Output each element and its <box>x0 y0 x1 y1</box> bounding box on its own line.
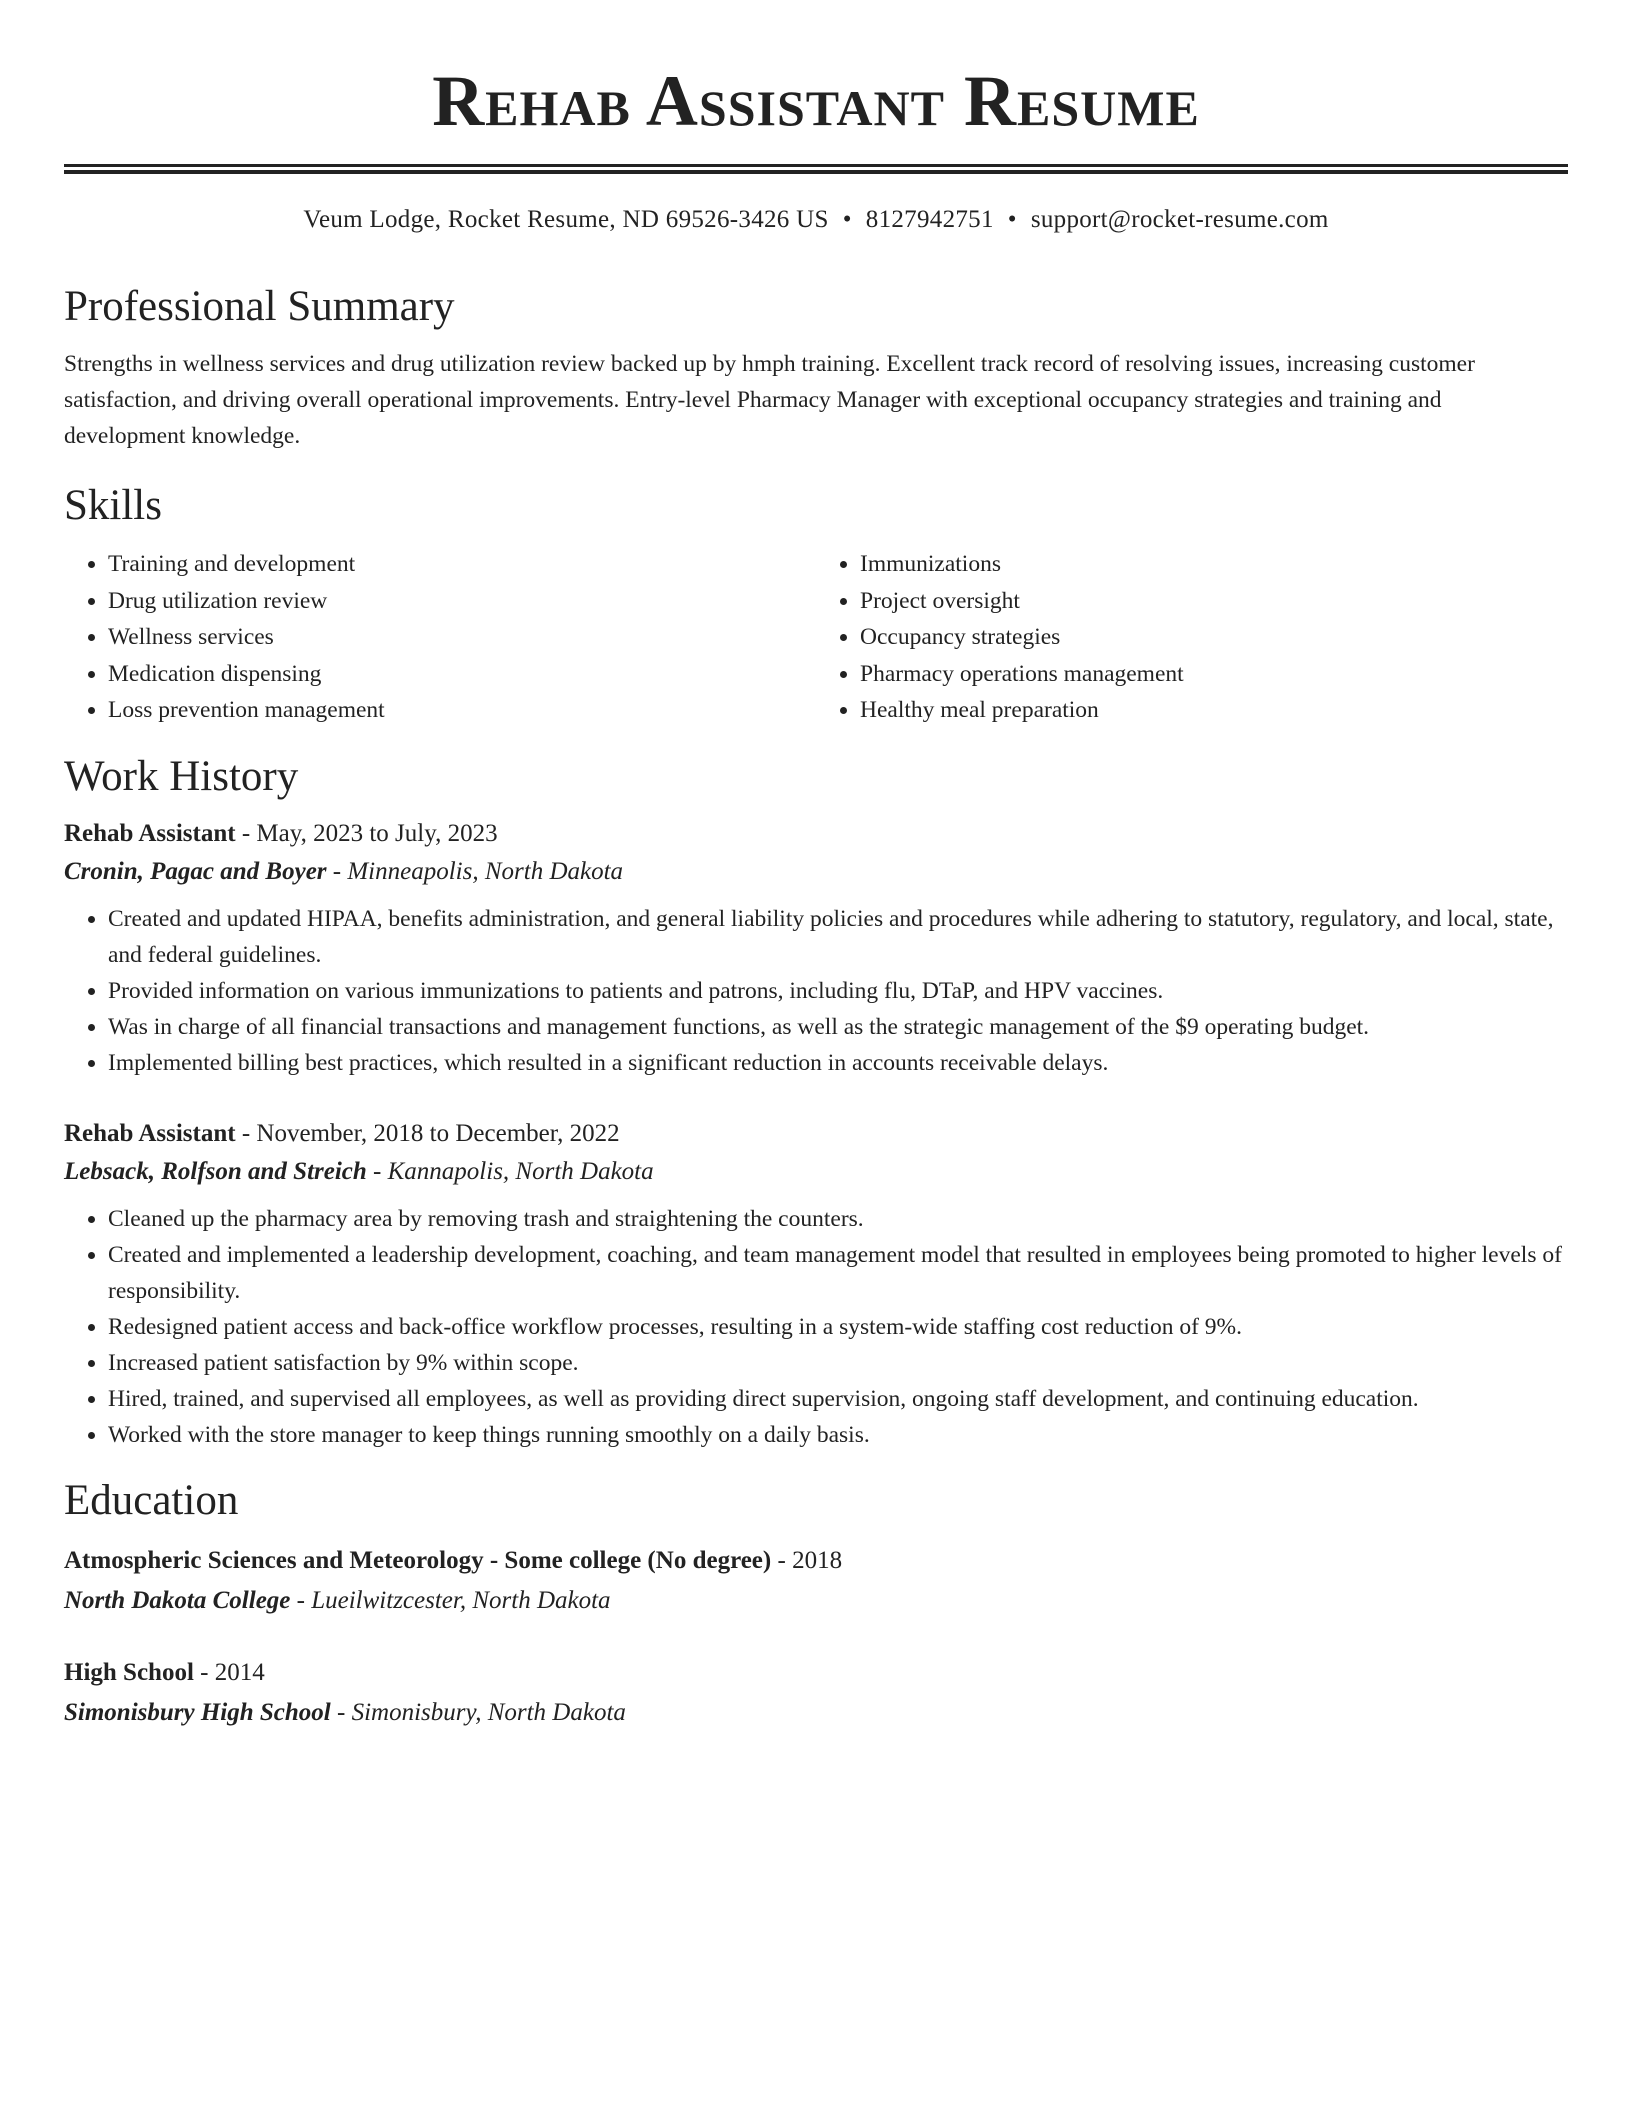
skill-item: • Wellness services <box>108 619 816 656</box>
education-school: North Dakota College <box>64 1586 291 1614</box>
job-dates: November, 2018 to December, 2022 <box>256 1119 620 1147</box>
contact-separator: • <box>842 206 852 233</box>
education-year: 2014 <box>214 1658 265 1686</box>
contact-line <box>64 204 1568 236</box>
job-entry <box>64 815 1568 1081</box>
skills-column-right <box>816 546 1568 729</box>
job-position: Rehab Assistant <box>64 819 236 847</box>
resume-title: Rehab Assistant Resume <box>432 61 1200 141</box>
job-dash: - <box>366 1157 388 1185</box>
skill-item: • Training and development <box>108 546 816 583</box>
job-bullet: • Was in charge of all financial transactions and management functions, as well as the strategic management of the $9 operating budget. <box>108 1009 1568 1045</box>
job-dates: May, 2023 to July, 2023 <box>256 819 498 847</box>
job-bullet: • Hired, trained, and supervised all employees, as well as providing direct supervision, ongoing staff development, and continuing education. <box>108 1381 1568 1417</box>
education-header <box>64 1541 1568 1581</box>
skills-list <box>64 546 1568 729</box>
skill-item: • Drug utilization review <box>108 583 816 620</box>
contact-separator: • <box>1007 206 1017 233</box>
job-company-line <box>64 1153 1568 1191</box>
skills-column-left <box>64 546 816 729</box>
title-divider <box>64 164 1568 174</box>
job-bullet: • Provided information on various immunizations to patients and patrons, including flu, DTaP, and HPV vaccines. <box>108 973 1568 1009</box>
education-heading: Education <box>64 1476 239 1524</box>
education-entry <box>64 1653 1568 1733</box>
education-dash: - <box>330 1698 352 1726</box>
contact-address: Veum Lodge, Rocket Resume, ND 69526-3426 US <box>303 206 829 233</box>
job-location: Minneapolis, North Dakota <box>347 857 624 885</box>
summary-text: Strengths in wellness services and drug utilization review backed up by hmph training. Excellent track record of resolving issues, increasing customer satisfaction, and driving overall operational improvements. Entry-level Pharmacy Manager with exceptional occupancy strategies and training and development knowledge. <box>64 351 1475 449</box>
job-header <box>64 815 1568 853</box>
skill-item: • Medication dispensing <box>108 656 816 693</box>
education-dash: - <box>193 1658 215 1686</box>
job-bullet: • Cleaned up the pharmacy area by removing trash and straightening the counters. <box>108 1201 1568 1237</box>
education-degree: High School <box>64 1658 194 1686</box>
skill-item: • Immunizations <box>860 546 1568 583</box>
job-dash: - <box>235 1119 257 1147</box>
education-degree: Atmospheric Sciences and Meteorology - Some college (No degree) <box>64 1546 772 1574</box>
education-location: Lueilwitzcester, North Dakota <box>311 1586 611 1614</box>
job-bullet: • Created and implemented a leadership development, coaching, and team management model that resulted in employees being promoted to higher levels of responsibility. <box>108 1237 1568 1309</box>
education-school: Simonisbury High School <box>64 1698 331 1726</box>
job-bullets <box>64 1201 1568 1453</box>
education-school-line <box>64 1581 1568 1621</box>
work-history-heading: Work History <box>64 752 299 800</box>
job-location: Kannapolis, North Dakota <box>387 1157 654 1185</box>
contact-phone: 8127942751 <box>865 206 994 233</box>
job-position: Rehab Assistant <box>64 1119 236 1147</box>
job-header <box>64 1115 1568 1153</box>
contact-email: support@rocket-resume.com <box>1030 206 1329 233</box>
job-entry <box>64 1115 1568 1453</box>
job-dash: - <box>235 819 257 847</box>
job-company-line <box>64 853 1568 891</box>
skill-item: • Occupancy strategies <box>860 619 1568 656</box>
education-location: Simonisbury, North Dakota <box>351 1698 626 1726</box>
education-entry <box>64 1541 1568 1621</box>
job-bullet: • Redesigned patient access and back-office workflow processes, resulting in a system-wide staffing cost reduction of 9%. <box>108 1309 1568 1345</box>
skill-item: • Loss prevention management <box>108 692 816 729</box>
education-dash: - <box>771 1546 793 1574</box>
skill-item: • Project oversight <box>860 583 1568 620</box>
education-dash: - <box>290 1586 312 1614</box>
job-bullet: • Created and updated HIPAA, benefits administration, and general liability policies and procedures while adhering to statutory, regulatory, and local, state, and federal guidelines. <box>108 901 1568 973</box>
job-dash: - <box>326 857 348 885</box>
job-bullet: • Implemented billing best practices, which resulted in a significant reduction in accounts receivable delays. <box>108 1045 1568 1081</box>
job-bullets <box>64 901 1568 1081</box>
education-year: 2018 <box>792 1546 843 1574</box>
skill-item: • Pharmacy operations management <box>860 656 1568 693</box>
job-bullet: • Worked with the store manager to keep things running smoothly on a daily basis. <box>108 1417 1568 1453</box>
job-company: Lebsack, Rolfson and Streich <box>64 1157 367 1185</box>
education-school-line <box>64 1693 1568 1733</box>
skill-item: • Healthy meal preparation <box>860 692 1568 729</box>
summary-heading: Professional Summary <box>64 283 455 330</box>
job-company: Cronin, Pagac and Boyer <box>64 857 327 885</box>
job-bullet: • Increased patient satisfaction by 9% within scope. <box>108 1345 1568 1381</box>
skills-heading: Skills <box>64 482 162 529</box>
education-header <box>64 1653 1568 1693</box>
